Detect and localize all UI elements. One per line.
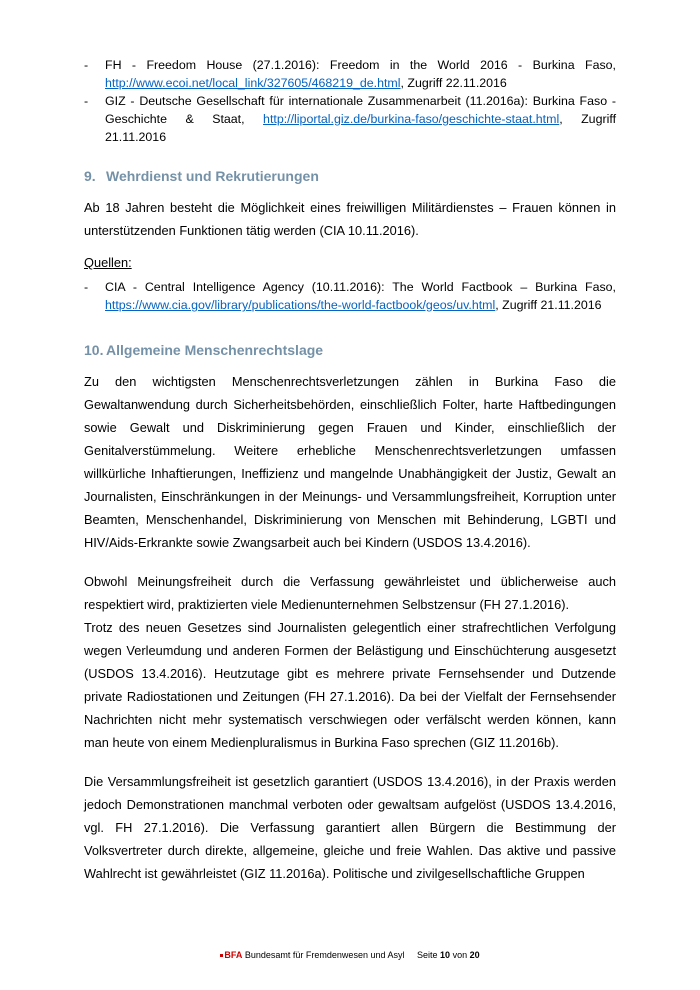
section-10-paragraph-3: Trotz des neuen Gesetzes sind Journalisten gelegentlich einer strafrechtlichen Verfolgung wegen Verleumdung und anderen Formen der Belästigung und Einschüchterung ausgesetzt (USDOS 13.4.2016). Heutzutage gibt es mehrere private Fernsehsender und Dutzende private Radiostationen und Zeitungen (FH 27.1.2016). Da bei der Vielfalt der Fernsehsender Nachrichten nicht mehr systematisch verschwiegen oder verfälscht werden können, kann man heute von einem Medienpluralismus in Burkina Faso sprechen (GIZ 11.2016b). (84, 620, 616, 750)
source-prefix: GIZ - Deutsche Gesellschaft für internationale Zusammenarbeit (11.2016a): Burkina Faso - Geschichte & Staat, (105, 94, 616, 126)
bfa-logo-dot-icon (220, 954, 223, 957)
section-9-heading (84, 168, 616, 184)
bullet-marker: - (84, 94, 89, 108)
source-item (84, 56, 616, 92)
source-item (84, 92, 616, 146)
section-9-paragraph: Ab 18 Jahren besteht die Möglichkeit eines freiwilligen Militärdienstes – Frauen können in unterstützenden Funktionen tätig werden (CIA 10.11.2016). (84, 200, 616, 238)
page-footer (0, 950, 700, 960)
source-text (105, 278, 616, 314)
source-link[interactable]: http://www.ecoi.net/local_link/327605/468219_de.html (105, 76, 401, 90)
section-10-number: 10. (84, 342, 104, 358)
section-10-paragraph-1: Zu den wichtigsten Menschenrechtsverletzungen zählen in Burkina Faso die Gewaltanwendung durch Sicherheitsbehörden, einschließlich Folter, harte Haftbedingungen sowie Gewalt und Diskriminierung gegen Frauen und Kinder, einschließlich der Genitalverstümmelung. Weitere erhebliche Menschenrechtsverletzungen umfassen willkürliche Inhaftierungen, Ineffizienz und mangelnde Unabhängigkeit der Justiz, Gewalt an Journalisten, Einschränkungen in der Meinungs- und Versammlungsfreiheit, Korruption unter Beamten, Menschenhandel, Diskriminierung von Menschen mit Behinderung, LGBTI und HIV/Aids-Erkrankte sowie Zwangsarbeit auch bei Kindern (USDOS 13.4.2016). (84, 374, 616, 550)
footer-org-name: Bundesamt für Fremdenwesen und Asyl (244, 950, 405, 960)
section-10-paragraph-2: Obwohl Meinungsfreiheit durch die Verfassung gewährleistet und üblicherweise auch respektiert wird, praktizierten viele Medienunternehmen Selbstzensur (FH 27.1.2016). (84, 574, 616, 612)
source-suffix: , Zugriff 21.11.2016 (495, 298, 602, 312)
sources-label: Quellen: (84, 255, 132, 270)
bfa-logo: BFA (224, 950, 243, 960)
source-prefix: FH - Freedom House (27.1.2016): Freedom in the World 2016 - Burkina Faso, (105, 58, 616, 72)
source-item (84, 278, 616, 314)
section-9-title: Wehrdienst und Rekrutierungen (106, 168, 319, 184)
page-current: 10 (440, 950, 451, 960)
section-10-title: Allgemeine Menschenrechtslage (106, 342, 324, 358)
source-list-section9 (84, 278, 616, 314)
source-suffix: , Zugriff 22.11.2016 (400, 76, 507, 90)
source-link[interactable]: http://liportal.giz.de/burkina-faso/geschichte-staat.html (263, 112, 560, 126)
source-text (105, 92, 616, 146)
bullet-marker: - (84, 280, 89, 294)
section-9-number: 9. (84, 168, 96, 184)
bullet-marker: - (84, 58, 89, 72)
page-indicator: Seite 10 von 20 (417, 950, 480, 960)
source-list-top (84, 56, 616, 146)
source-link[interactable]: https://www.cia.gov/library/publications/the-world-factbook/geos/uv.html (105, 298, 496, 312)
source-suffix: , Zugriff 21.11.2016 (105, 112, 617, 144)
page-total: 20 (469, 950, 480, 960)
source-prefix: CIA - Central Intelligence Agency (10.11.2016): The World Factbook – Burkina Faso, (105, 280, 616, 294)
source-text (105, 56, 616, 92)
section-10-paragraph-4: Die Versammlungsfreiheit ist gesetzlich garantiert (USDOS 13.4.2016), in der Praxis werden jedoch Demonstrationen manchmal verboten oder gewaltsam aufgelöst (USDOS 13.4.2016, vgl. FH 27.1.2016). Die Verfassung garantiert allen Bürgern die Bestimmung der Volksvertreter durch direkte, allgemeine, gleiche und freie Wahlen. Das aktive und passive Wahlrecht ist gewährleistet (GIZ 11.2016a). Politische und zivilgesellschaftliche Gruppen (84, 774, 616, 881)
section-10-heading (84, 342, 616, 358)
